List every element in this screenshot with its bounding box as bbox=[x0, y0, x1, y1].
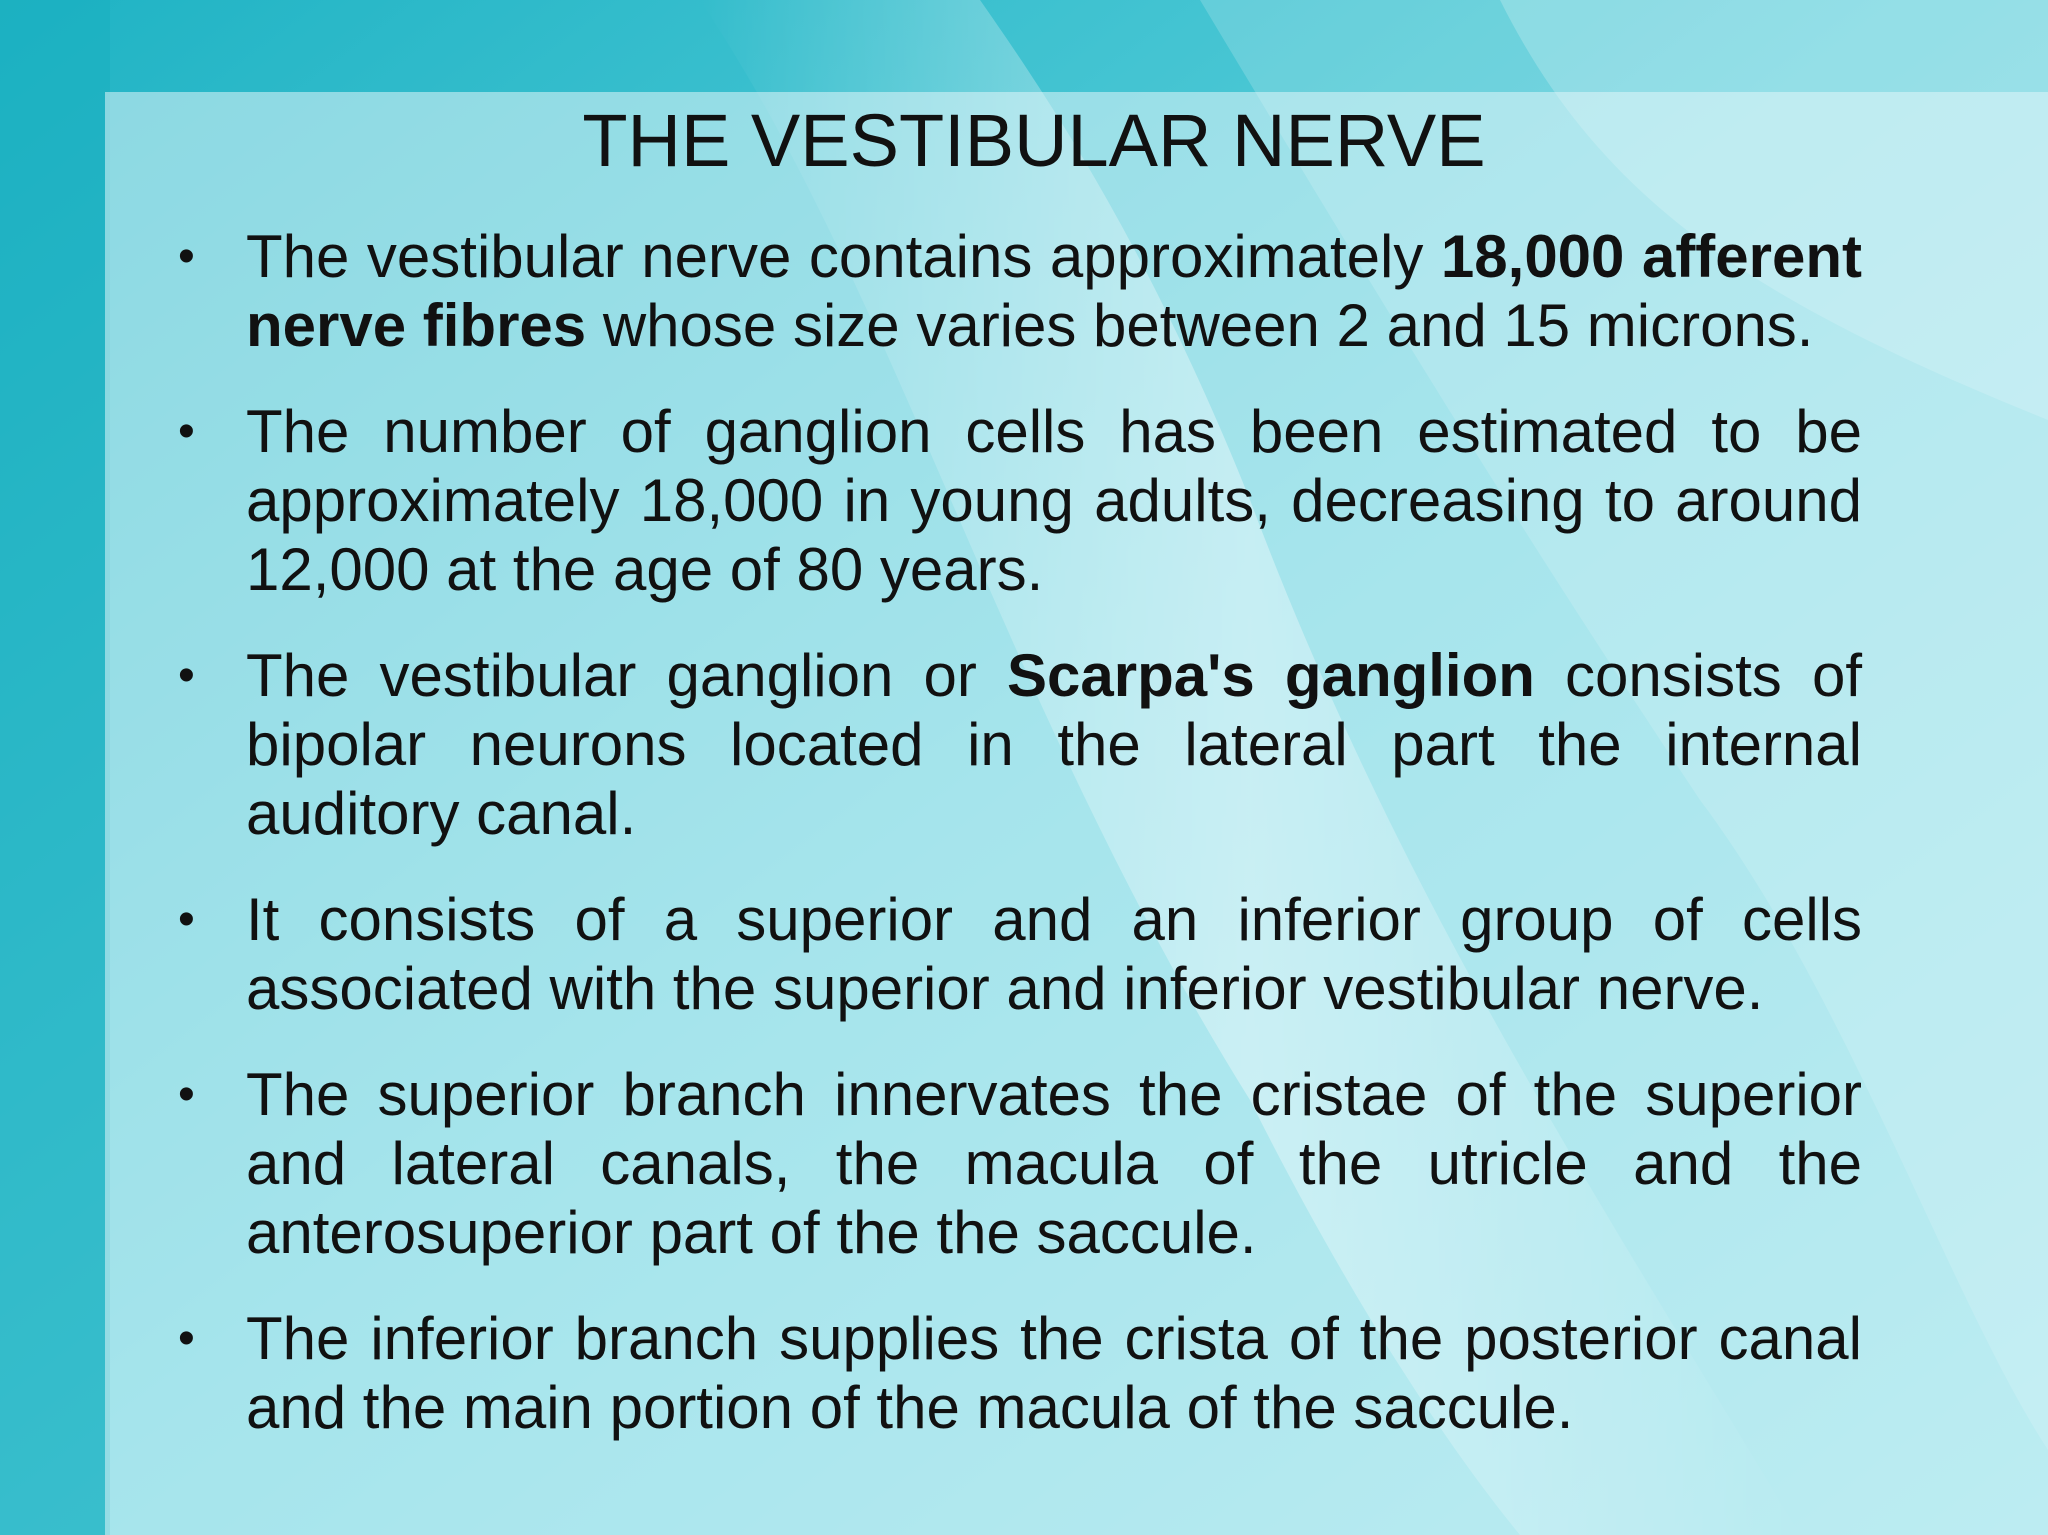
bullet-emphasis: Scarpa's ganglion bbox=[1007, 642, 1535, 709]
bullet-text: The vestibular nerve contains approximately bbox=[246, 223, 1441, 290]
bullet-text: The inferior branch supplies the crista of the posterior canal and the main portion of the macula of the saccule. bbox=[246, 1305, 1862, 1441]
bullet-text: The vestibular ganglion or bbox=[246, 642, 1008, 709]
bullet-text: The number of ganglion cells has been estimated to be approximately 18,000 in young adults, decreasing to around 12,000 at the age of 80 years. bbox=[246, 398, 1862, 603]
bullet-text: It consists of a superior and an inferior group of cells associated with the superior and inferior vestibular nerve. bbox=[246, 886, 1862, 1022]
slide-title: THE VESTIBULAR NERVE bbox=[582, 99, 1486, 182]
bullet-icon: • bbox=[178, 230, 195, 283]
bullet-text: whose size varies between 2 and 15 microns. bbox=[586, 292, 1814, 359]
bullet-item bbox=[172, 1060, 1862, 1267]
bullet-item bbox=[172, 222, 1862, 360]
bullet-item bbox=[172, 1304, 1862, 1442]
bullet-text: consists of bipolar neurons located in the lateral part the internal auditory canal. bbox=[246, 642, 1862, 847]
bullet-icon: • bbox=[178, 649, 195, 702]
bullet-item bbox=[172, 885, 1862, 1023]
bullet-emphasis: 18,000 afferent nerve fibres bbox=[246, 223, 1862, 359]
bullet-text: The superior branch innervates the cristae of the superior and lateral canals, the macula of the utricle and the anterosuperior part of the the saccule. bbox=[246, 1061, 1862, 1266]
bullet-icon: • bbox=[178, 1068, 195, 1121]
bullet-icon: • bbox=[178, 1312, 195, 1365]
bullet-icon: • bbox=[178, 893, 195, 946]
bullet-item bbox=[172, 397, 1862, 604]
bullet-item bbox=[172, 641, 1862, 848]
bullet-list bbox=[172, 222, 1862, 1479]
bullet-icon: • bbox=[178, 405, 195, 458]
